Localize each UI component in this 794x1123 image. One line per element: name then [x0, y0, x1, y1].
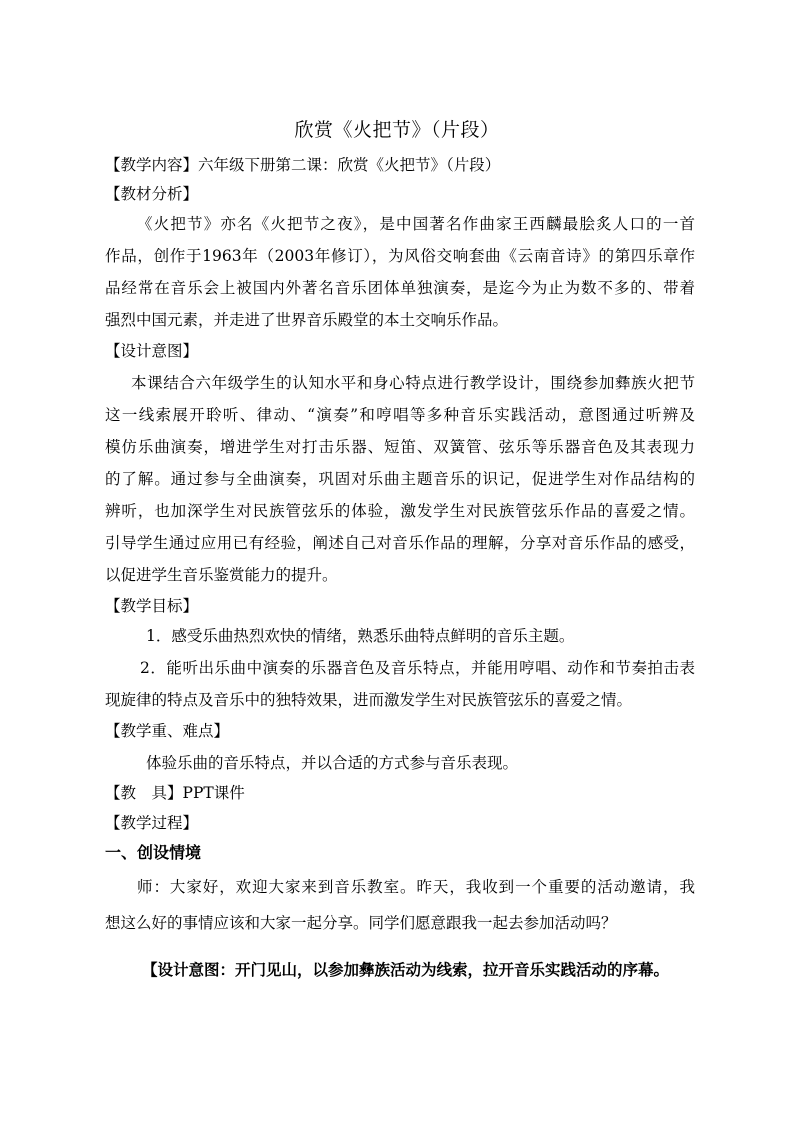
design-line-3: 模仿乐曲演奏，增进学生对打击乐器、短笛、双簧管、弦乐等乐器音色及其表现力	[105, 438, 695, 456]
analysis-heading: 【教材分析】	[105, 185, 199, 203]
design-line-6: 引导学生通过应用已有经验，阐述自己对音乐作品的理解，分享对音乐作品的感受，	[105, 534, 695, 552]
section-1-heading: 一、创设情境	[105, 843, 202, 862]
analysis-line-1: 《火把节》亦名《火把节之夜》，是中国著名作曲家王西麟最脍炙人口的一首	[137, 215, 695, 233]
analysis-line-4: 强烈中国元素，并走进了世界音乐殿堂的本土交响乐作品。	[105, 311, 509, 329]
design-line-2: 这一线索展开聆听、律动、“演奏”和哼唱等多种音乐实践活动，意图通过听辨及	[105, 406, 695, 424]
goals-heading: 【教学目标】	[105, 597, 199, 615]
analysis-line-2: 作品，创作于1963年（2003年修订），为风俗交响套曲《云南音诗》的第四乐章作	[105, 247, 695, 265]
teaching-tools-label: 【教 具】	[105, 784, 183, 802]
design-line-7: 以促进学生音乐鉴赏能力的提升。	[105, 566, 338, 584]
goal-2-line-2: 现旋律的特点及音乐中的独特效果，进而激发学生对民族管弦乐的喜爱之情。	[105, 691, 633, 709]
teaching-tools-text: PPT课件	[182, 784, 245, 802]
goal-2-line-1: 2．能听出乐曲中演奏的乐器音色及音乐特点，并能用哼唱、动作和节奏拍击表	[140, 659, 695, 677]
design-line-5: 辨听，也加深学生对民族管弦乐的体验，激发学生对民族管弦乐作品的喜爱之情。	[105, 502, 695, 520]
teaching-content-label: 【教学内容】	[105, 156, 199, 174]
process-heading: 【教学过程】	[105, 814, 199, 832]
design-line-4: 的了解。通过参与全曲演奏，巩固对乐曲主题音乐的识记，促进学生对作品结构的	[105, 470, 695, 488]
design-line-1: 本课结合六年级学生的认知水平和身心特点进行教学设计，围绕参加彝族火把节	[131, 374, 695, 392]
key-points-text: 体验乐曲的音乐特点，并以合适的方式参与音乐表现。	[146, 754, 519, 772]
design-note: 【设计意图：开门见山，以参加彝族活动为线索，拉开音乐实践活动的序幕。	[142, 960, 670, 979]
teaching-content-text: 六年级下册第二课：欣赏《火把节》（片段）	[198, 156, 501, 174]
teacher-line-2: 想这么好的事情应该和大家一起分享。同学们愿意跟我一起去参加活动吗？	[105, 914, 617, 932]
key-points-heading: 【教学重、难点】	[105, 722, 230, 740]
design-heading: 【设计意图】	[105, 342, 199, 360]
teaching-content	[105, 155, 695, 175]
teacher-line-1: 师：大家好，欢迎大家来到音乐教室。昨天，我收到一个重要的活动邀请，我	[137, 878, 695, 896]
document-title: 欣赏《火把节》（片段）	[294, 119, 500, 141]
teaching-tools	[105, 783, 695, 803]
goal-1: 1．感受乐曲热烈欢快的情绪，熟悉乐曲特点鲜明的音乐主题。	[146, 627, 575, 645]
analysis-line-3: 品经常在音乐会上被国内外著名音乐团体单独演奏，是迄今为止为数不多的、带着	[105, 279, 695, 297]
